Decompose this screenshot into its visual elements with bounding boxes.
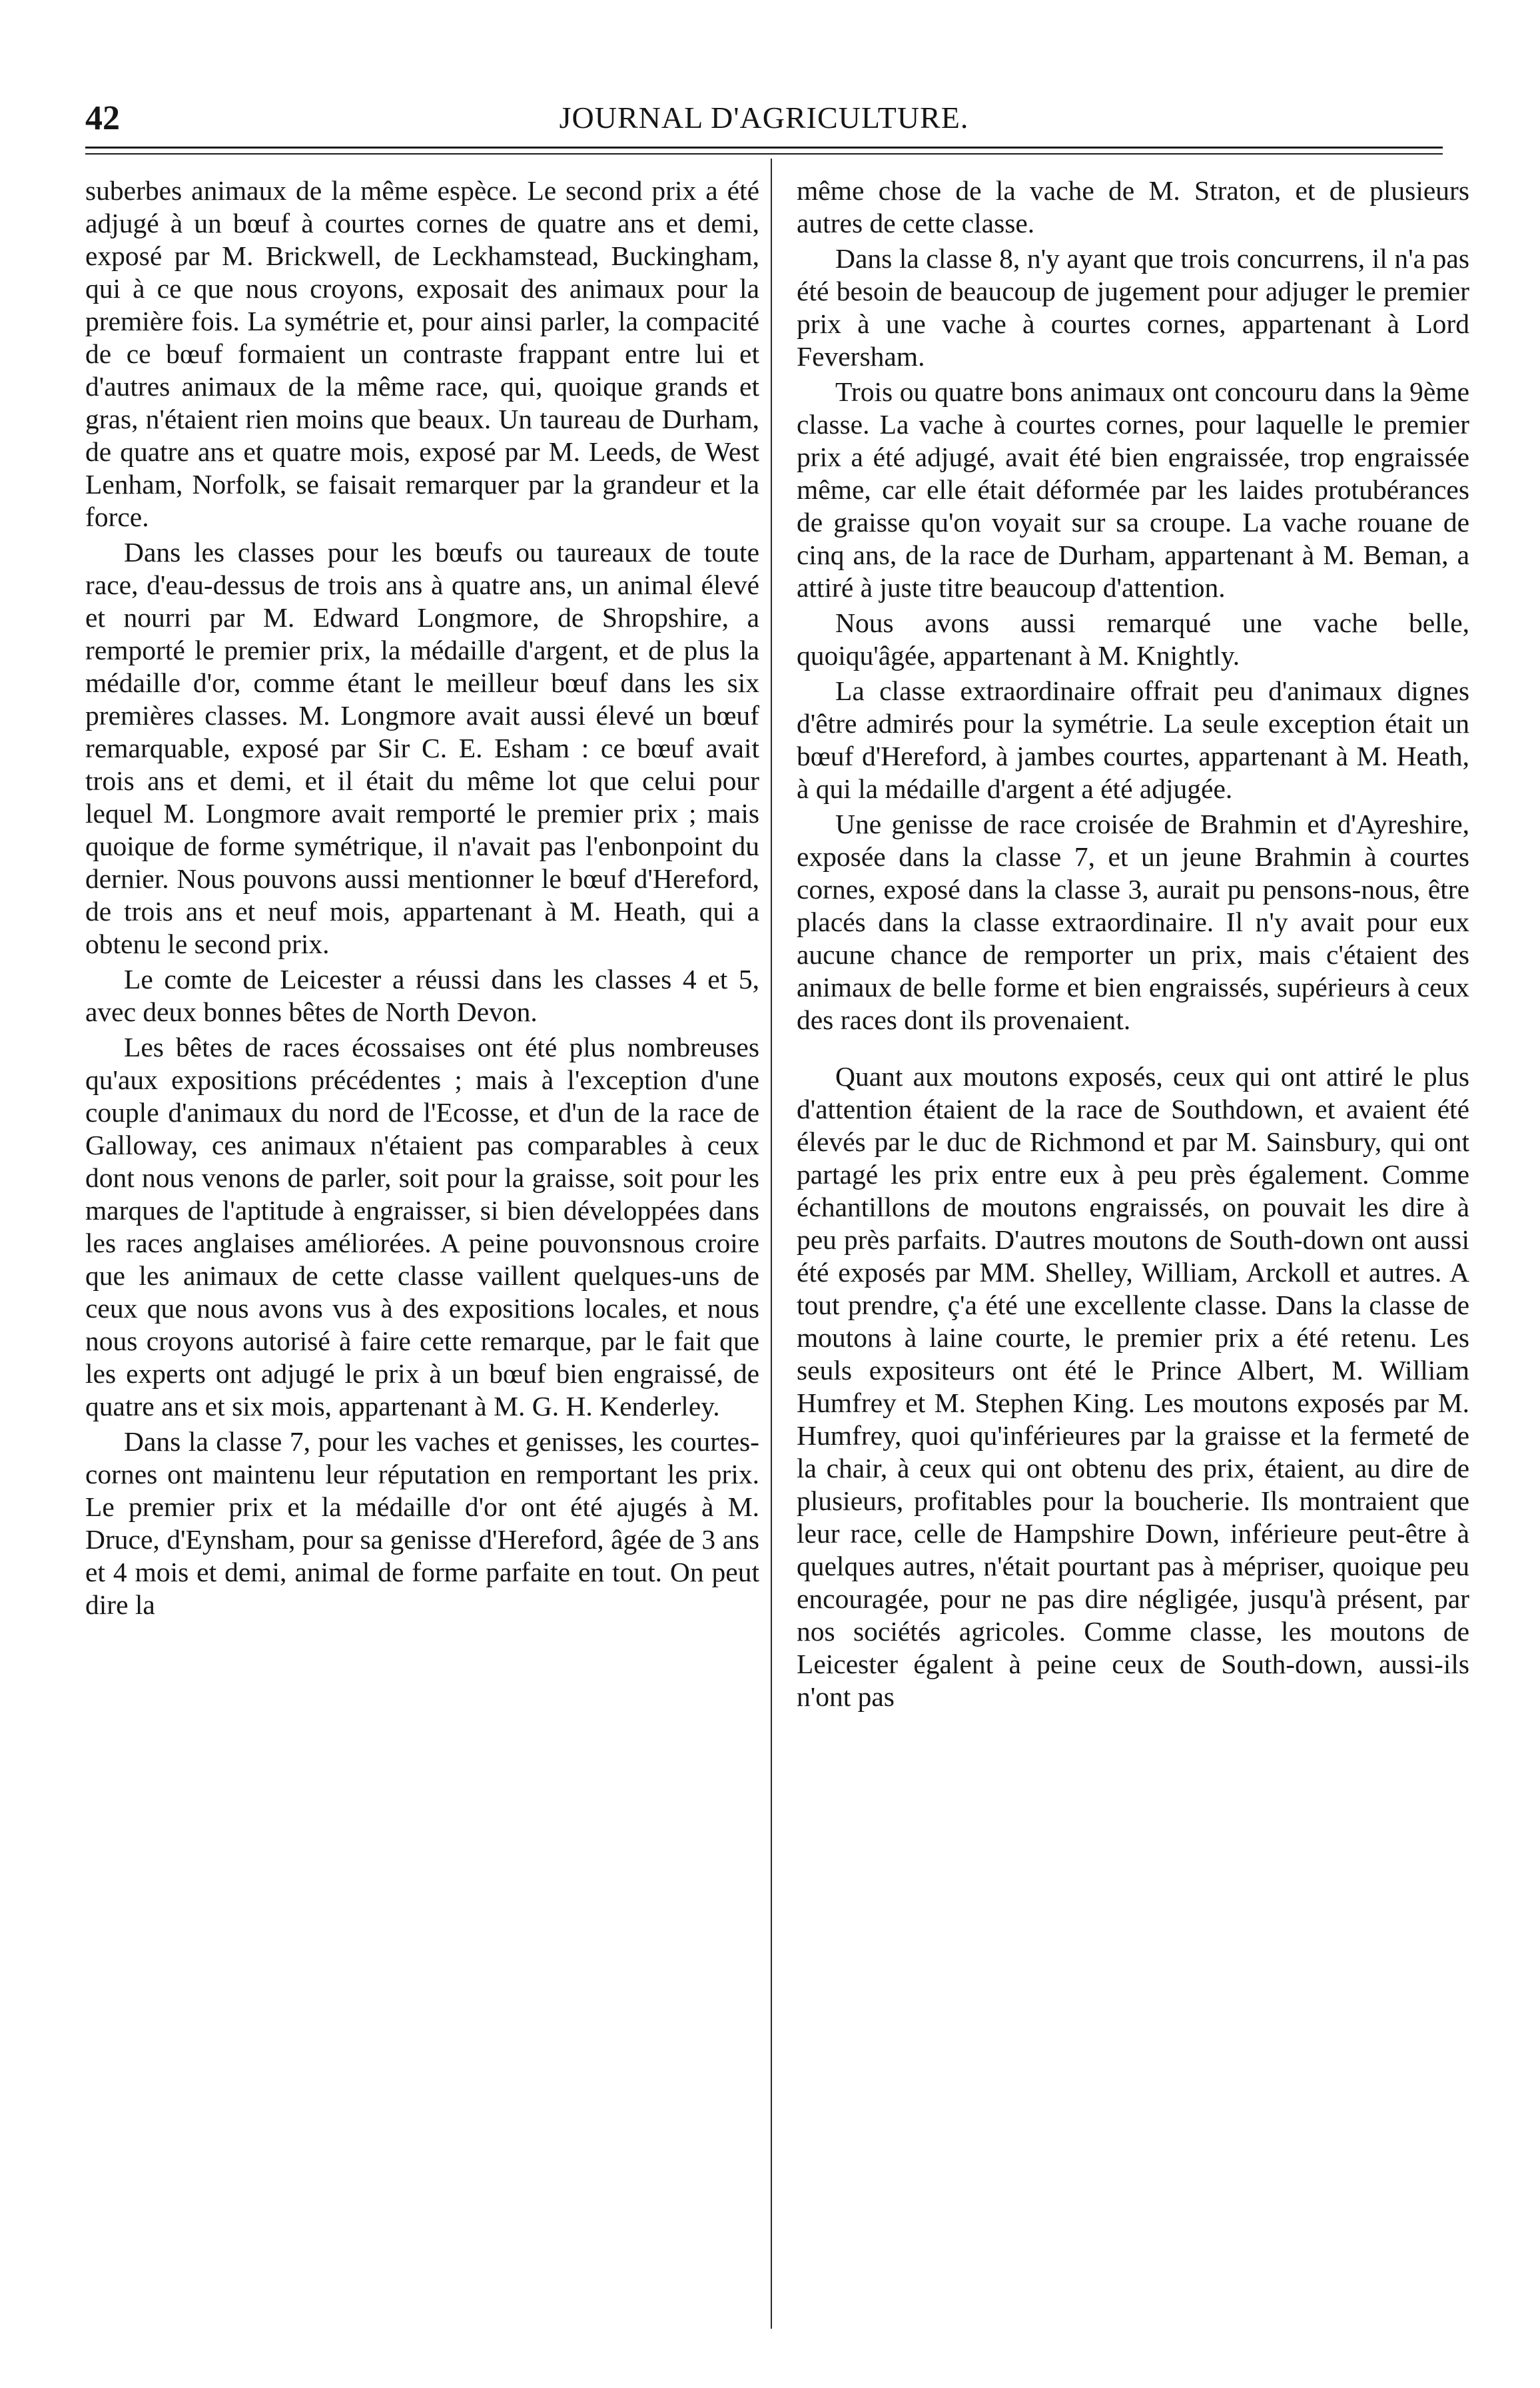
header-rule bbox=[85, 147, 1443, 149]
right-column bbox=[797, 175, 1469, 2346]
header-rule-thin bbox=[85, 153, 1443, 155]
running-title: JOURNAL D'AGRICULTURE. bbox=[559, 101, 969, 135]
column-divider bbox=[771, 159, 772, 2329]
paragraph: Dans la classe 7, pour les vaches et genisses, les courtes-cornes ont maintenu leur réputation en remportant les prix. Le premier prix et la médaille d'or ont été ajugés à M. Druce, d'Eynsham, pour sa genisse d'Hereford, âgée de 3 ans et 4 mois et demi, animal de forme parfaite en tout. On peut dire la bbox=[85, 1426, 759, 1620]
paragraph: même chose de la vache de M. Straton, et de plusieurs autres de cette classe. bbox=[797, 175, 1469, 238]
paragraph: Dans les classes pour les bœufs ou taureaux de toute race, d'eau-dessus de trois ans à quatre ans, un animal élevé et nourri par M. Edward Longmore, de Shropshire, a remporté le premier prix, la médaille d'argent, et de plus la médaille d'or, comme étant le meilleur bœuf dans les six premières classes. M. Longmore avait aussi élevé un bœuf remarquable, exposé par Sir C. E. Esham : ce bœuf avait trois ans et demi, et il était du même lot que celui pour lequel M. Longmore avait remporté le premier prix ; mais quoique de forme symétrique, il n'avait pas l'enbonpoint du dernier. Nous pouvons aussi mentionner le bœuf d'Hereford, de trois ans et neuf mois, appartenant à M. Heath, qui a obtenu le second prix. bbox=[85, 537, 759, 959]
paragraph: Quant aux moutons exposés, ceux qui ont attiré le plus d'attention étaient de la race de Southdown, et avaient été élevés par le duc de Richmond et par M. Sainsbury, qui ont partagé les prix entre eux à peu près également. Comme échantillons de moutons engraissés, on pouvait les dire à peu près parfaits. D'autres moutons de South-down ont aussi été exposés par MM. Shelley, William, Arckoll et autres. A tout prendre, ç'a été une excellente classe. Dans la classe de moutons à laine courte, le premier prix a été retenu. Les seuls expositeurs ont été le Prince Albert, M. William Humfrey et M. Stephen King. Les moutons exposés par M. Humfrey, quoi qu'inférieures par la graisse et la fermeté de la chair, à ceux qui ont obtenu des prix, étaient, au dire de plusieurs, profitables pour la boucherie. Ils montraient que leur race, celle de Hampshire Down, inférieure peut-être à quelques autres, n'était pourtant pas à mépriser, quoique peu encouragée, pour ne pas dire négligée, jusqu'à présent, par nos sociétés agricoles. Comme classe, les moutons de Leicester égalent à peine ceux de South-down, aussi-ils n'ont pas bbox=[797, 1061, 1469, 1712]
paragraph: Dans la classe 8, n'y ayant que trois concurrens, il n'a pas été besoin de beaucoup de jugement pour adjuger le premier prix à une vache à courtes cornes, appartenant à Lord Feversham. bbox=[797, 243, 1469, 372]
page-header bbox=[85, 99, 1443, 148]
paragraph: Trois ou quatre bons animaux ont concouru dans la 9ème classe. La vache à courtes cornes, pour laquelle le premier prix a été adjugé, avait été bien engraissée, trop engraissée même, car elle était déformée par les laides protubérances de graisse qu'on voyait sur sa croupe. La vache rouane de cinq ans, de la race de Durham, appartenant à M. Beman, a attiré à juste titre beaucoup d'attention. bbox=[797, 376, 1469, 603]
paragraph: Les bêtes de races écossaises ont été plus nombreuses qu'aux expositions précédentes ; mais à l'exception d'une couple d'animaux du nord de l'Ecosse, et d'un de la race de Galloway, ces animaux n'étaient pas comparables à ceux dont nous venons de parler, soit pour la graisse, soit pour les marques de l'aptitude à engraisser, si bien développées dans les races anglaises améliorées. A peine pouvonsnous croire que les animaux de cette classe vaillent quelques-uns de ceux que nous avons vus à des expositions locales, et nous nous croyons autorisé à faire cette remarque, par le fait que les experts ont adjugé le prix à un bœuf bien engraissé, de quatre ans et six mois, appartenant à M. G. H. Kenderley. bbox=[85, 1032, 759, 1421]
left-column bbox=[85, 175, 759, 2346]
paragraph: Le comte de Leicester a réussi dans les classes 4 et 5, avec deux bonnes bêtes de North Devon. bbox=[85, 964, 759, 1027]
paragraph: Une genisse de race croisée de Brahmin et d'Ayreshire, exposée dans la classe 7, et un jeune Brahmin à courtes cornes, exposé dans la classe 3, aurait pu pensons-nous, être placés dans la classe extraordinaire. Il n'y avait pour eux aucune chance de remporter un prix, mais c'étaient des animaux de belle forme et bien engraissés, supérieurs à ceux des races dont ils provenaient. bbox=[797, 809, 1469, 1035]
page-number: 42 bbox=[85, 99, 120, 137]
paragraph: Nous avons aussi remarqué une vache belle, quoiqu'âgée, appartenant à M. Knightly. bbox=[797, 607, 1469, 671]
paragraph: suberbes animaux de la même espèce. Le second prix a été adjugé à un bœuf à courtes cornes de quatre ans et demi, exposé par M. Brickwell, de Leckhamstead, Buckingham, qui à ce que nous croyons, exposait des animaux pour la première fois. La symétrie et, pour ainsi parler, la compacité de ce bœuf formaient un contraste frappant entre lui et d'autres animaux de la même race, qui, quoique grands et gras, n'étaient rien moins que beaux. Un taureau de Durham, de quatre ans et quatre mois, exposé par M. Leeds, de West Lenham, Norfolk, se faisait remarquer par la grandeur et la force. bbox=[85, 175, 759, 532]
paragraph: La classe extraordinaire offrait peu d'animaux dignes d'être admirés pour la symétrie. La seule exception était un bœuf d'Hereford, à jambes courtes, appartenant à M. Heath, à qui la médaille d'argent a été adjugée. bbox=[797, 675, 1469, 804]
